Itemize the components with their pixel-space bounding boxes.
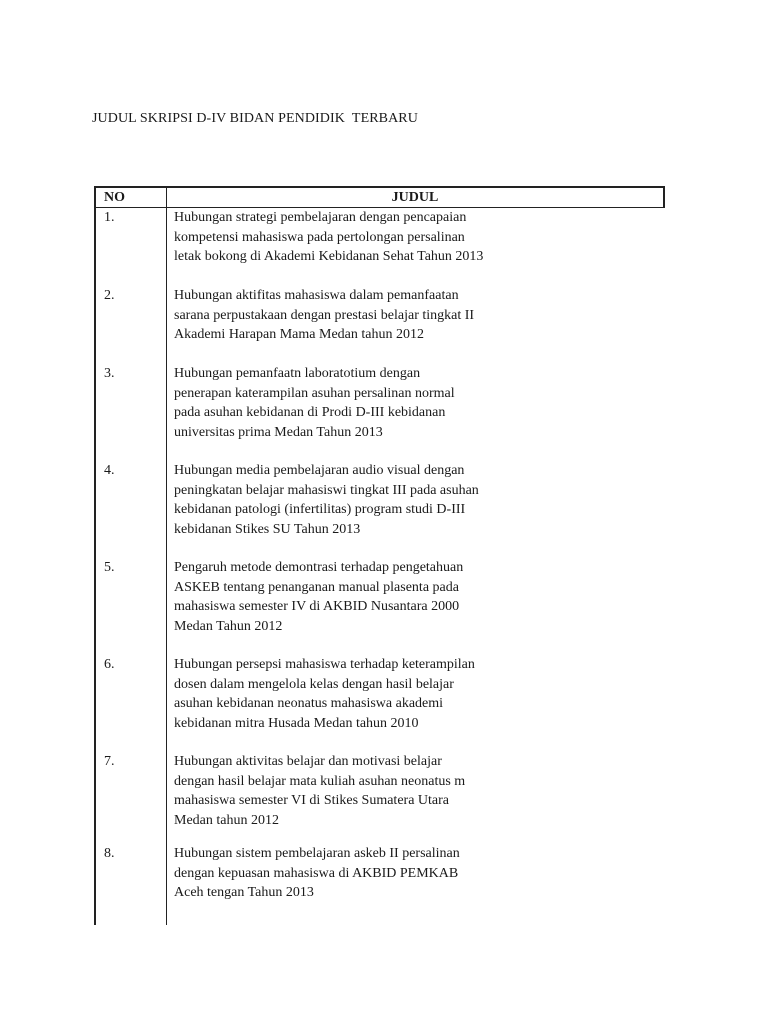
table-header-row bbox=[94, 186, 665, 208]
row-title: Pengaruh metode demontrasi terhadap pengetahuan ASKEB tentang penanganan manual plasenta pada mahasiswa semester IV di AKBID Nusantara 2000 Medan Tahun 2012 bbox=[174, 560, 464, 634]
row-title: Hubungan sistem pembelajaran askeb II persalinan dengan kepuasan mahasiswa di AKBID PEMKAB Aceh tengan Tahun 2013 bbox=[174, 846, 460, 900]
column-header-no: NO bbox=[96, 188, 167, 207]
table-row bbox=[96, 364, 665, 461]
table-row bbox=[96, 752, 665, 844]
thesis-title-table bbox=[94, 186, 665, 925]
page-title: JUDUL SKRIPSI D-IV BIDAN PENDIDIK TERBARU bbox=[92, 111, 418, 126]
row-number: 5. bbox=[96, 558, 167, 655]
table-row bbox=[96, 208, 665, 286]
row-title: Hubungan persepsi mahasiswa terhadap keterampilan dosen dalam mengelola kelas dengan hasil belajar asuhan kebidanan neonatus mahasiswa akademi kebidanan mitra Husada Medan tahun 2010 bbox=[174, 657, 475, 731]
row-number: 3. bbox=[96, 364, 167, 461]
column-header-judul: JUDUL bbox=[391, 190, 439, 205]
row-number: 6. bbox=[96, 655, 167, 752]
table-row bbox=[96, 655, 665, 752]
row-number: 7. bbox=[96, 752, 167, 844]
table-row bbox=[96, 558, 665, 655]
row-number: 8. bbox=[96, 844, 167, 925]
table-row bbox=[96, 844, 665, 925]
row-number: 1. bbox=[96, 208, 167, 286]
row-title: Hubungan strategi pembelajaran dengan pencapaian kompetensi mahasiswa pada pertolongan persalinan letak bokong di Akademi Kebidanan Sehat Tahun 2013 bbox=[174, 210, 484, 264]
row-number: 2. bbox=[96, 286, 167, 364]
table-rows bbox=[96, 208, 665, 925]
row-title: Hubungan media pembelajaran audio visual dengan peningkatan belajar mahasiswi tingkat III pada asuhan kebidanan patologi (infertilitas) program studi D-III kebidanan Stikes SU Tahun 2013 bbox=[174, 463, 479, 537]
row-title: Hubungan aktivitas belajar dan motivasi belajar dengan hasil belajar mata kuliah asuhan neonatus m mahasiswa semester VI di Stikes Sumatera Utara Medan tahun 2012 bbox=[174, 754, 466, 828]
row-title: Hubungan pemanfaatn laboratotium dengan penerapan katerampilan asuhan persalinan normal pada asuhan kebidanan di Prodi D-III kebidanan universitas prima Medan Tahun 2013 bbox=[174, 366, 455, 440]
table-row bbox=[96, 461, 665, 558]
table-body bbox=[94, 208, 665, 925]
table-row bbox=[96, 286, 665, 364]
row-title: Hubungan aktifitas mahasiswa dalam pemanfaatan sarana perpustakaan dengan prestasi belajar tingkat II Akademi Harapan Mama Medan tahun 2012 bbox=[174, 288, 475, 342]
row-number: 4. bbox=[96, 461, 167, 558]
